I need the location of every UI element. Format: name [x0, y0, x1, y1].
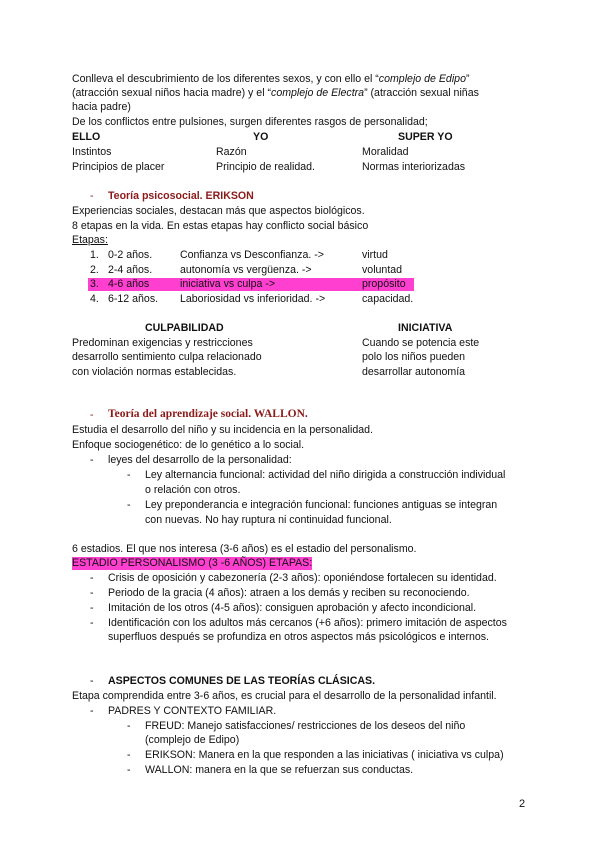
etapas-label: Etapas: [72, 234, 108, 246]
paragraph: 8 etapas en la vida. En estas etapas hay conflicto social básico [72, 220, 369, 232]
dash: - [90, 572, 94, 584]
section-title-erikson: Teoría psicosocial. ERIKSON [108, 190, 254, 202]
section-dash: - [90, 190, 94, 202]
list-item-cont: superfluos después se profundiza en otros aspectos más psicológicos e internos. [108, 631, 490, 643]
dash: - [127, 720, 131, 732]
inic-line: Cuando se potencia este [362, 337, 480, 349]
dash: - [127, 749, 131, 761]
erikson-line: ERIKSON: Manera en la que responden a las iniciativas ( iniciativa vs culpa) [145, 749, 504, 761]
stage-result: voluntad [362, 264, 403, 276]
estadio-label: ESTADIO PERSONALISMO (3 -6 AÑOS) ETAPAS: [72, 557, 313, 569]
laws-label: leyes del desarrollo de la personalidad: [108, 454, 292, 466]
culpabilidad-header: CULPABILIDAD [145, 322, 224, 334]
paragraph: Estudia el desarrollo del niño y su incidencia en la personalidad. [72, 424, 373, 436]
page-number: 2 [519, 798, 526, 810]
paragraph: Etapa comprendida entre 3-6 años, es crucial para el desarrollo de la personalidad infantil. [72, 690, 497, 702]
stage-conflict: Confianza vs Desconfianza. -> [180, 249, 324, 261]
section-title-comunes: ASPECTOS COMUNES DE LAS TEORÍAS CLÁSICAS. [108, 675, 376, 687]
list-item: Identificación con los adultos más cercanos (+6 años): primero imitación de aspectos [108, 617, 507, 629]
section-title-wallon: Teoría del aprendizaje social. WALLON. [108, 408, 308, 420]
list-item: Periodo de la gracia (4 años): atraen a los demás y reciben su reconociendo. [108, 587, 470, 599]
header-super-yo: SUPER YO [398, 131, 453, 143]
paragraph: Experiencias sociales, destacan más que aspectos biológicos. [72, 205, 365, 217]
intro-line-2: (atracción sexual niños hacia madre) y el “complejo de Electra” (atracción sexual niñas [72, 87, 479, 99]
cell: Principio de realidad. [216, 161, 315, 173]
dash: - [127, 499, 131, 511]
dash: - [127, 469, 131, 481]
sub-label: PADRES Y CONTEXTO FAMILIAR. [108, 705, 277, 717]
culpa-line: desarrollo sentimiento culpa relacionado [72, 351, 262, 363]
dash: - [90, 602, 94, 614]
freud-line: FREUD: Manejo satisfacciones/ restricciones de los deseos del niño [145, 720, 466, 732]
wallon-line: WALLON: manera en la que se refuerzan sus conductas. [145, 764, 414, 776]
paragraph: Enfoque sociogenético: de lo genético a lo social. [72, 439, 305, 451]
dash: - [127, 764, 131, 776]
dash: - [90, 705, 94, 717]
stage-num: 3. [90, 278, 99, 290]
intro-line-4: De los conflictos entre pulsiones, surgen diferentes rasgos de personalidad; [72, 116, 428, 128]
header-ello: ELLO [72, 131, 101, 143]
cell: Moralidad [362, 146, 409, 158]
stage-num: 4. [90, 293, 99, 305]
dash: - [90, 617, 94, 629]
law-2-cont: con nuevas. No hay ruptura ni continuidad funcional. [145, 514, 392, 526]
cell: Razón [216, 146, 247, 158]
stage-conflict: iniciativa vs culpa -> [180, 278, 276, 290]
dash: - [90, 587, 94, 599]
freud-line-cont: (complejo de Edipo) [145, 734, 240, 746]
cell: Instintos [72, 146, 112, 158]
stage-age: 6-12 años. [108, 293, 159, 305]
inic-line: desarrollar autonomía [362, 366, 466, 378]
cell: Principios de placer [72, 161, 165, 173]
intro-line-1: Conlleva el descubrimiento de los diferentes sexos, y con ello el “complejo de Edipo” [72, 73, 470, 85]
stage-age: 0-2 años. [108, 249, 153, 261]
culpa-line: con violación normas establecidas. [72, 366, 237, 378]
list-item: Crisis de oposición y cabezonería (2-3 años): oponiéndose fortalecen su identidad. [108, 572, 497, 584]
inic-line: polo los niños pueden [362, 351, 466, 363]
cell: Normas interiorizadas [362, 161, 466, 173]
stage-age: 2-4 años. [108, 264, 153, 276]
law-2: Ley preponderancia e integración funcional: funciones antiguas se integran [145, 499, 498, 511]
list-item: Imitación de los otros (4-5 años): consiguen aprobación y afecto incondicional. [108, 602, 477, 614]
law-1: Ley alternancia funcional: actividad del niño dirigida a construcción individual [145, 469, 506, 481]
section-dash: - [90, 675, 94, 687]
stage-conflict: autonomía vs vergüenza. -> [180, 264, 312, 276]
intro-line-3: hacia padre) [72, 101, 131, 113]
header-yo: YO [253, 131, 269, 143]
paragraph: 6 estadios. El que nos interesa (3-6 años) es el estadio del personalismo. [72, 543, 417, 555]
stage-result: capacidad. [362, 293, 414, 305]
stage-num: 2. [90, 264, 99, 276]
stage-num: 1. [90, 249, 99, 261]
law-1-cont: o relación con otros. [145, 484, 241, 496]
section-dash: - [90, 409, 94, 421]
stage-conflict: Laboriosidad vs inferioridad. -> [180, 293, 326, 305]
stage-age: 4-6 años [108, 278, 150, 290]
iniciativa-header: INICIATIVA [398, 322, 453, 334]
stage-result: virtud [362, 249, 388, 261]
stage-result: propósito [362, 278, 406, 290]
dash: - [90, 454, 94, 466]
culpa-line: Predominan exigencias y restricciones [72, 337, 253, 349]
